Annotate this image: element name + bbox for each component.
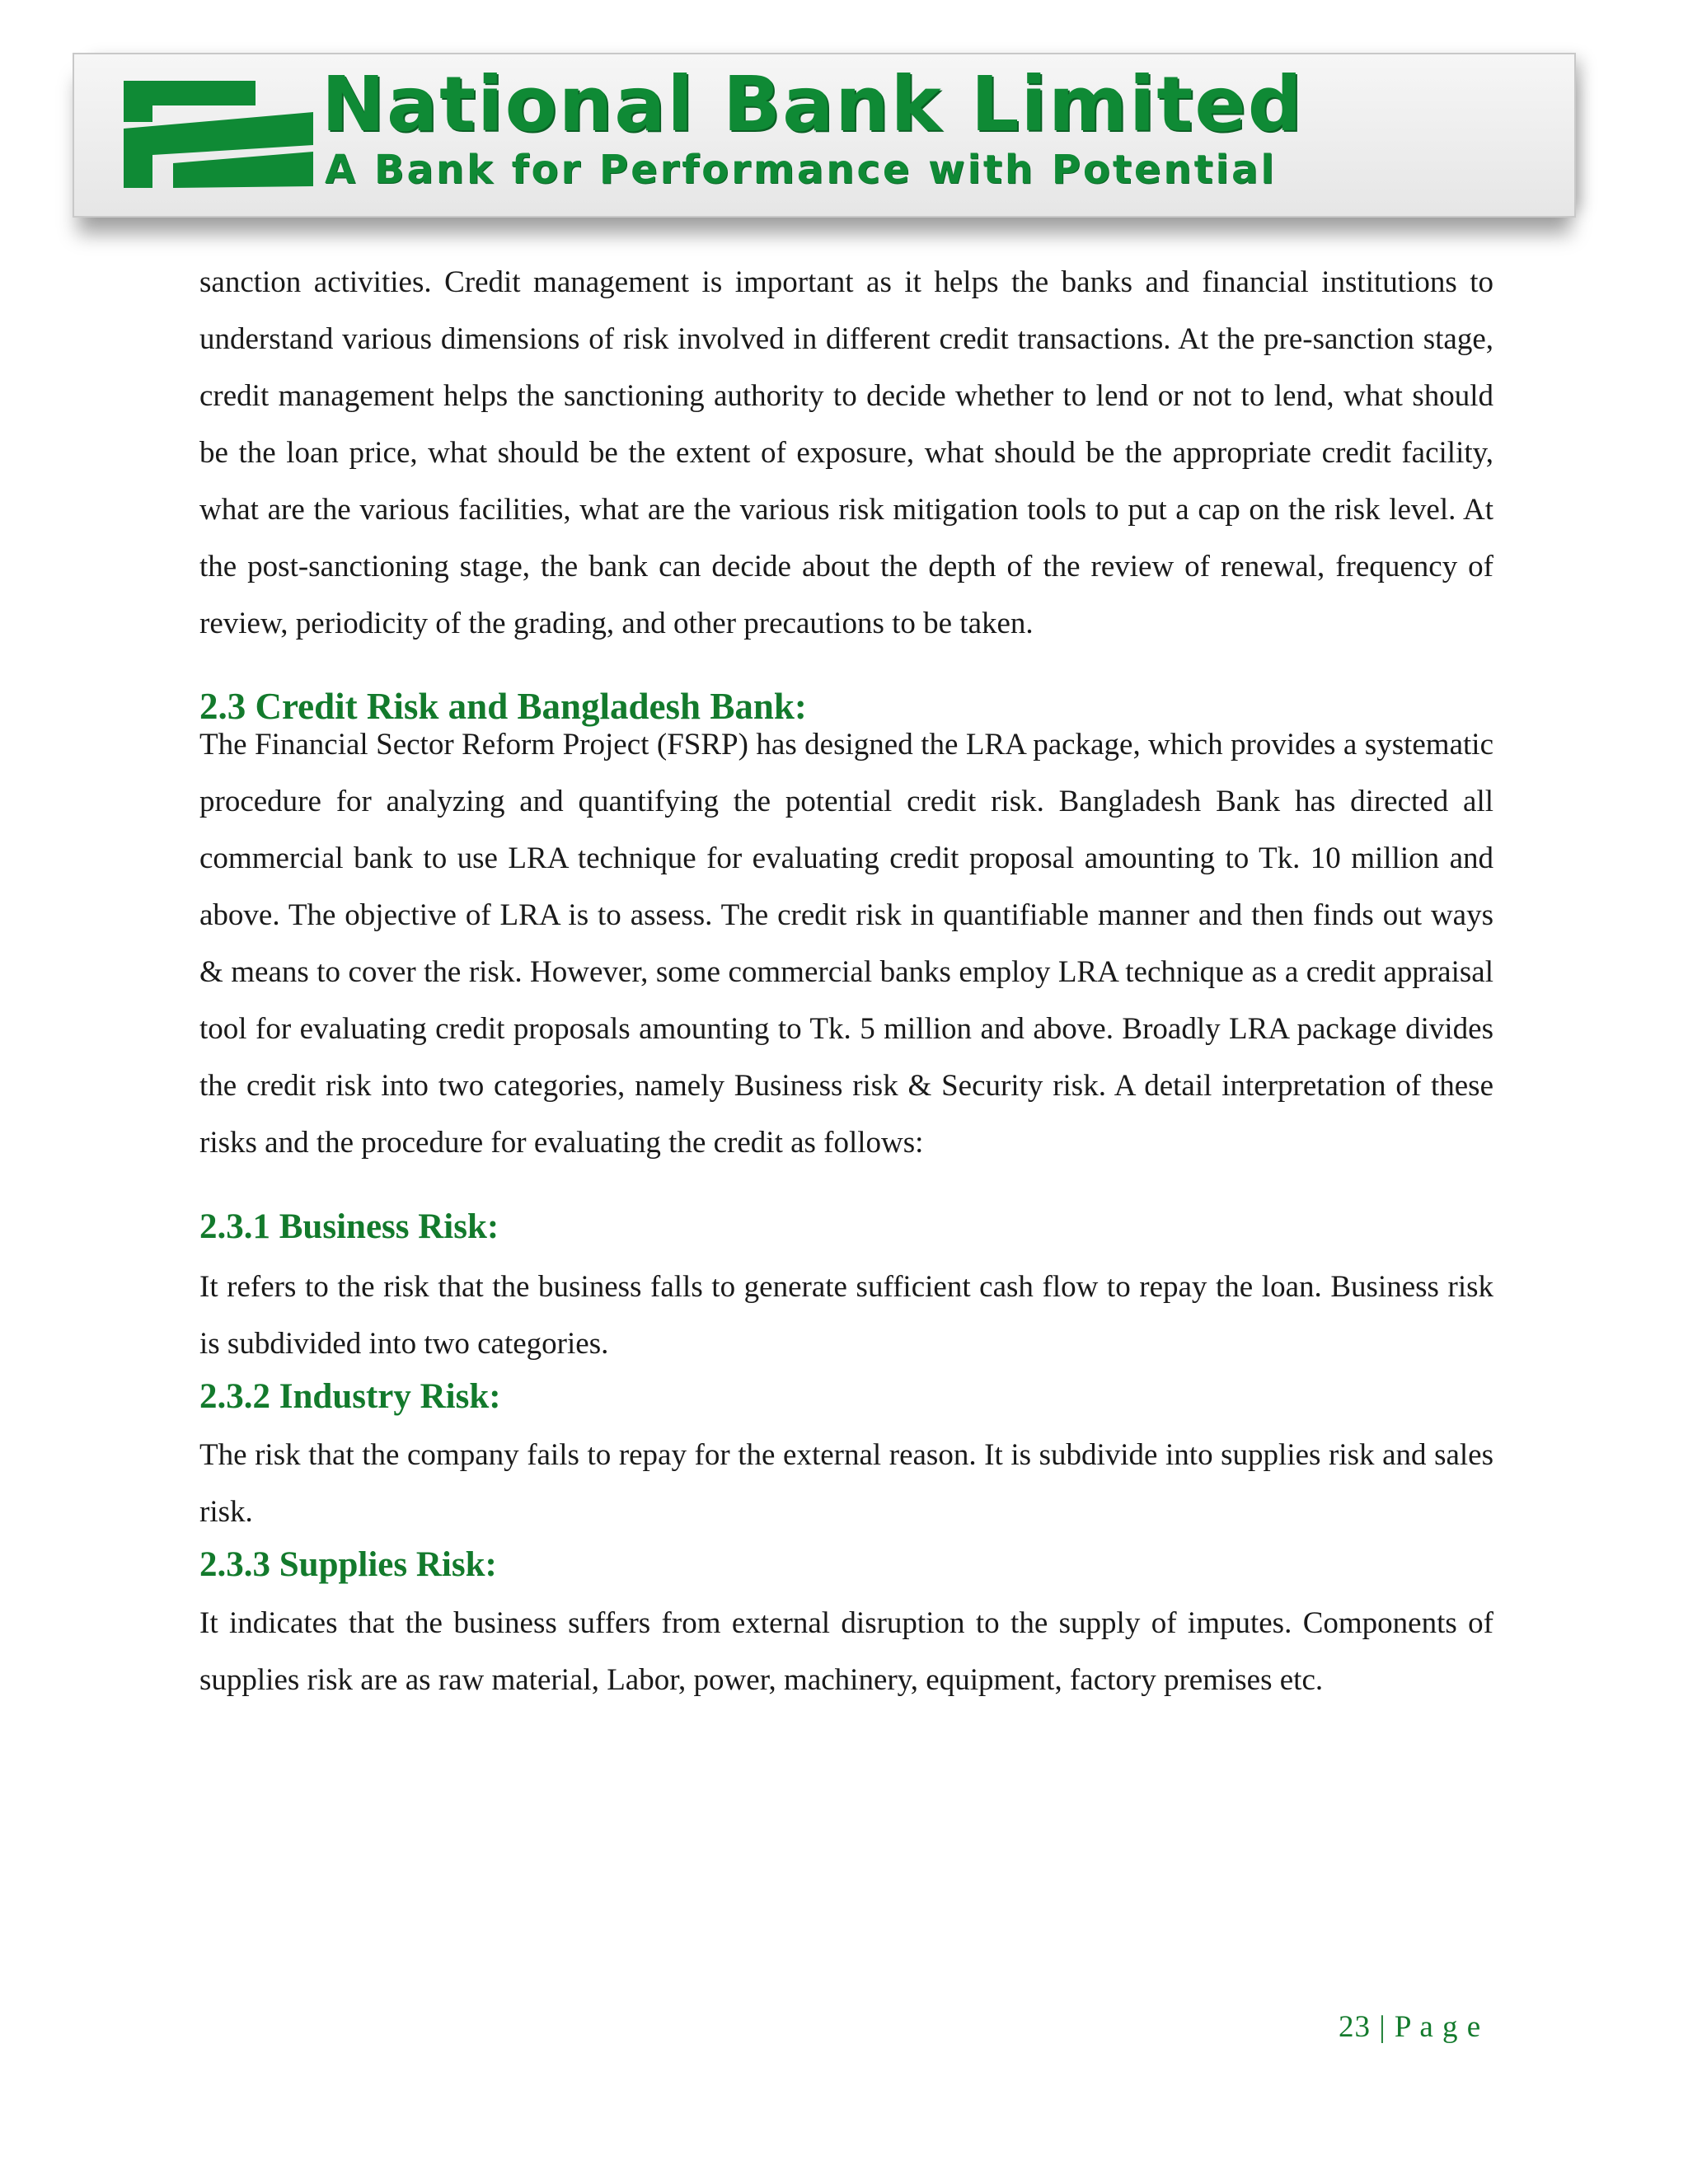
section-2-3-3-heading: 2.3.3 Supplies Risk: [199,1545,497,1584]
section-2-3-3-body: It indicates that the business suffers from external disruption to the supply of imputes. Components of supplies risk are as raw material, Labor, power, machinery, equipment, factory premises etc. [199,1606,1493,1697]
page-number: 23 | P a g e [1339,2010,1482,2044]
section-2-3-1-body: It refers to the risk that the business falls to generate sufficient cash flow to repay the loan. Business risk is subdivided into two categories. [199,1270,1493,1361]
header-banner [73,53,1576,218]
section-2-3-heading: 2.3 Credit Risk and Bangladesh Bank: [199,686,807,727]
bank-tagline: A Bank for Performance with Potential [325,147,1277,193]
page-content [199,254,1493,1708]
section-2-3-2-heading: 2.3.2 Industry Risk: [199,1377,501,1416]
section-2-3-2-body: The risk that the company fails to repay for the external reason. It is subdivide into supplies risk and sales risk. [199,1438,1493,1529]
section-2-3-1-heading: 2.3.1 Business Risk: [199,1207,499,1246]
national-bank-logo-icon [115,73,321,196]
intro-paragraph: sanction activities. Credit management is important as it helps the banks and financial institutions to understand various dimensions of risk involved in different credit transactions. At the pre-sanction stage, credit management helps the sanctioning authority to decide whether to lend or not to lend, what should be the loan price, what should be the extent of exposure, what should be the appropriate credit facility, what are the various facilities, what are the various risk mitigation tools to put a cap on the risk level. At the post-sanctioning stage, the bank can decide about the depth of the review of renewal, frequency of review, periodicity of the grading, and other precautions to be taken. [199,265,1493,640]
bank-name: National Bank Limited [321,60,1304,148]
section-2-3-body: The Financial Sector Reform Project (FSRP) has designed the LRA package, which provides a systematic procedure for analyzing and quantifying the potential credit risk. Bangladesh Bank has directed all commercial bank to use LRA technique for evaluating credit proposal amounting to Tk. 10 million and above. The objective of LRA is to assess. The credit risk in quantifiable manner and then finds out ways & means to cover the risk. However, some commercial banks employ LRA technique as a credit appraisal tool for evaluating credit proposals amounting to Tk. 5 million and above. Broadly LRA package divides the credit risk into two categories, namely Business risk & Security risk. A detail interpretation of these risks and the procedure for evaluating the credit as follows: [199,728,1493,1160]
